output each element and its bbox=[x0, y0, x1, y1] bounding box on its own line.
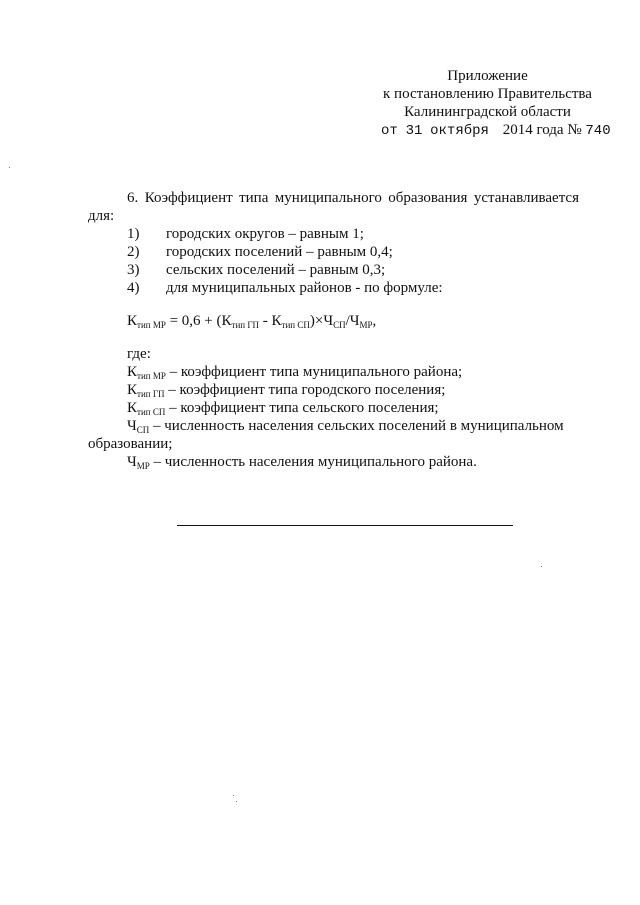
formula-end: , bbox=[372, 313, 377, 329]
definition-4-continuation: образовании; bbox=[88, 436, 173, 452]
definition-3 bbox=[127, 399, 439, 417]
formula-minus: - К bbox=[259, 313, 282, 329]
formula-sub-sp: тип СП bbox=[281, 320, 310, 330]
closing-rule bbox=[177, 525, 513, 526]
formula-k-mr: К bbox=[127, 313, 138, 329]
list-item-text: для муниципальных районов - по формуле: bbox=[166, 280, 443, 296]
formula bbox=[127, 312, 376, 330]
formula-ch-sub-sp: СП bbox=[333, 320, 346, 330]
def-symbol: К bbox=[127, 382, 138, 398]
formula-eq: = 0,6 + (К bbox=[165, 313, 232, 329]
scan-speck bbox=[9, 167, 10, 168]
list-item-num: 2) bbox=[127, 244, 140, 260]
where-label: где: bbox=[127, 346, 151, 362]
list-item-text: сельских поселений – равным 0,3; bbox=[166, 262, 386, 278]
def-symbol: Ч bbox=[127, 418, 137, 434]
clause-intro-line-2: для: bbox=[88, 208, 115, 224]
header-line-2: к постановлению Правительства bbox=[383, 86, 592, 102]
def-text: – численность населения муниципального района. bbox=[149, 454, 477, 470]
formula-close: )×Ч bbox=[309, 313, 334, 329]
def-symbol: Ч bbox=[127, 454, 137, 470]
date-number: 740 bbox=[585, 123, 611, 139]
def-text: – численность населения сельских поселений в муниципальном bbox=[149, 418, 564, 434]
formula-sub-gp: тип ГП bbox=[231, 320, 260, 330]
list-item-num: 3) bbox=[127, 262, 140, 278]
date-year: 2014 года № bbox=[502, 122, 582, 138]
date-prefix: от bbox=[381, 123, 398, 139]
list-item-num: 1) bbox=[127, 226, 140, 242]
header-line-1: Приложение bbox=[447, 68, 528, 84]
definition-4 bbox=[127, 417, 579, 435]
def-text: – коэффициент типа городского поселения; bbox=[164, 382, 446, 398]
formula-sub-mr: тип МР bbox=[137, 320, 166, 330]
definition-5 bbox=[127, 453, 477, 471]
list-item-num: 4) bbox=[127, 280, 140, 296]
list-item-text: городских округов – равным 1; bbox=[166, 226, 364, 242]
clause-intro-line-1: 6. Коэффициент типа муниципального образования устанавливается bbox=[127, 190, 579, 206]
def-symbol-group bbox=[127, 417, 564, 435]
def-subscript: тип СП bbox=[137, 407, 166, 417]
def-subscript: тип МР bbox=[137, 371, 166, 381]
def-symbol: К bbox=[127, 400, 138, 416]
def-subscript: тип ГП bbox=[137, 389, 165, 399]
formula-ch-sub-mr: МР bbox=[359, 320, 373, 330]
scan-speck bbox=[236, 801, 237, 802]
def-subscript: СП bbox=[136, 425, 150, 435]
def-symbol: К bbox=[127, 364, 138, 380]
date-month: октября bbox=[430, 123, 489, 139]
header-line-3: Калининградской области bbox=[404, 104, 571, 120]
def-text: – коэффициент типа муниципального района; bbox=[165, 364, 463, 380]
date-day: 31 bbox=[405, 123, 423, 139]
definition-2 bbox=[127, 381, 445, 399]
list-item-text: городских поселений – равным 0,4; bbox=[166, 244, 393, 260]
scan-speck bbox=[541, 566, 542, 567]
formula-slash: /Ч bbox=[345, 313, 360, 329]
definition-1 bbox=[127, 363, 462, 381]
def-text: – коэффициент типа сельского поселения; bbox=[165, 400, 439, 416]
scan-speck bbox=[233, 795, 234, 796]
header-date-line bbox=[381, 121, 611, 140]
def-subscript: МР bbox=[136, 461, 150, 471]
